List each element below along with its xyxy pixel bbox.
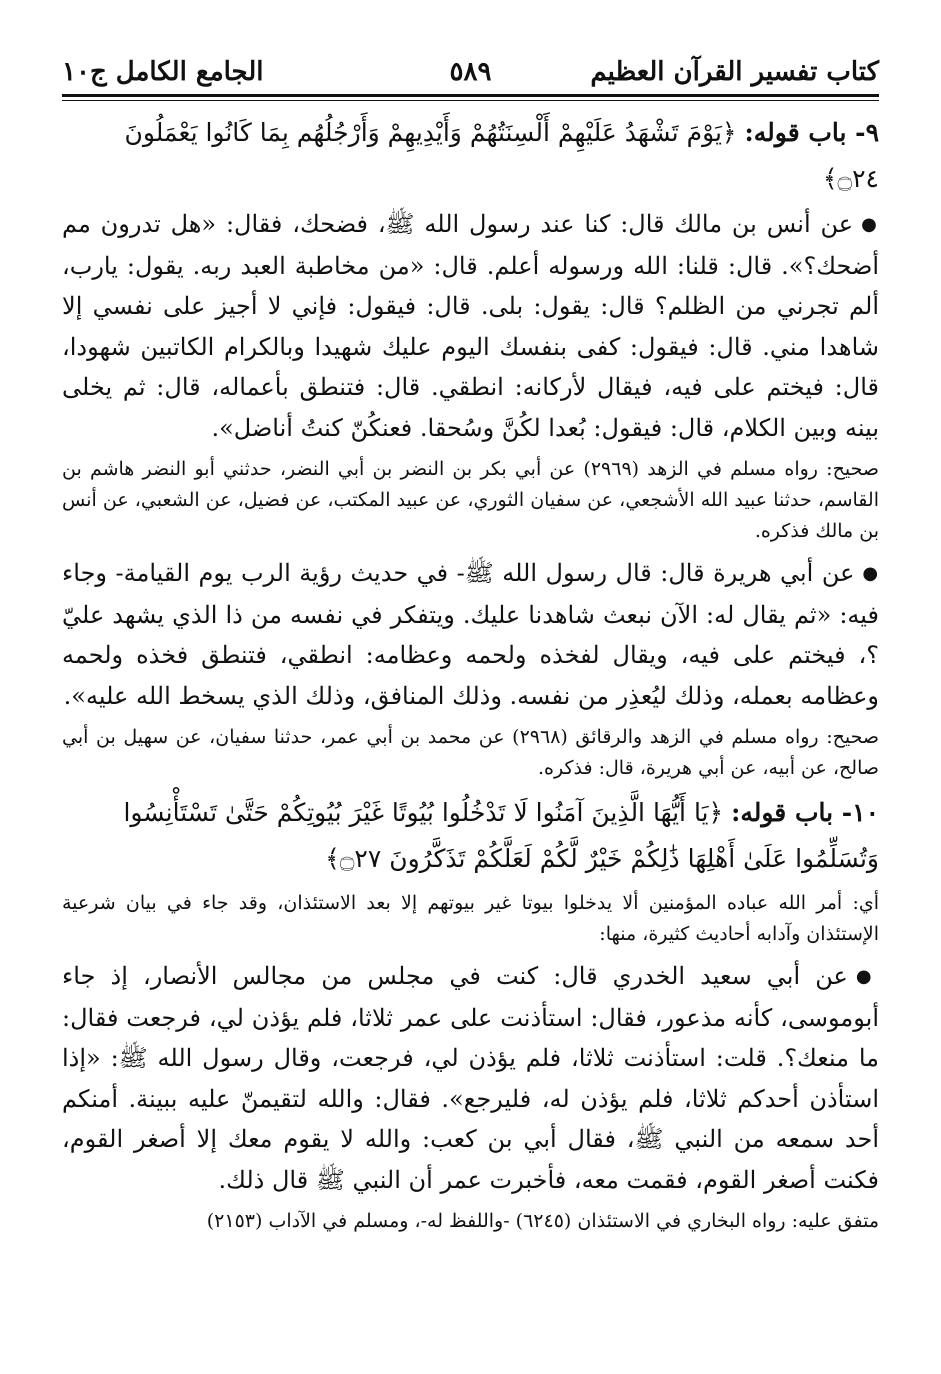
- hadith-text: [62, 956, 879, 1200]
- hadith-body: عن أبي هريرة قال: قال رسول الله ﷺ- في حديث رؤية الرب يوم القيامة- وجاء فيه: «ثم يقال له: الآن نبعث شاهدنا عليك. ويتفكر في نفسه من ذا الذي يشهد عليّ ؟، فيختم على فيه، ويقال لفخذه ولحمه وعظامه: انطقي، فتنطق فخذه ولحمه وعظامه بعمله، وذلك ليُعذِر من نفسه. وذلك المنافق، وذلك الذي يسخط الله عليه».: [62, 559, 880, 710]
- quran-verse: ﴿يَوْمَ تَشْهَدُ عَلَيْهِمْ أَلْسِنَتُهُمْ وَأَيْدِيهِمْ وَأَرْجُلُهُم بِمَا كَانُوا يَعْمَلُونَ ۝٢٤﴾: [124, 118, 879, 193]
- commentary-note: أي: أمر الله عباده المؤمنين ألا يدخلوا بيوتا غير بيوتهم إلا بعد الاستئذان، وقد جاء في بيان شرعية الإستئذان وآدابه أحاديث كثيرة، منها:: [62, 892, 879, 945]
- hadith-source: متفق عليه: رواه البخاري في الاستئذان (٦٢٤٥) -واللفظ له-، ومسلم في الآداب (٢١٥٣): [206, 1210, 879, 1232]
- page-header: [62, 52, 879, 92]
- bullet-icon: ●: [861, 214, 879, 235]
- chapter-title: ٩- باب قوله:: [744, 118, 879, 147]
- chapter-heading-10: [62, 790, 879, 882]
- header-rule: [62, 94, 879, 97]
- hadith-text: [62, 553, 879, 716]
- hadith-text: [62, 204, 879, 448]
- bullet-icon: ●: [862, 563, 879, 584]
- chapter-title: ١٠- باب قوله:: [731, 798, 879, 827]
- volume-title: الجامع الكامل ج١٠: [62, 57, 264, 87]
- header-rule-thin: [62, 100, 879, 101]
- book-title: كتاب تفسير القرآن العظيم: [590, 57, 879, 87]
- hadith-source: صحيح: رواه مسلم في الزهد (٢٩٦٩) عن أبي بكر بن النضر بن أبي النضر، حدثني أبو النضر هاشم بن القاسم، حدثنا عبيد الله الأشجعي، عن سفيان الثوري، عن عبيد المكتب، عن فضيل، عن الشعبي، عن أنس بن مالك فذكره.: [62, 458, 879, 542]
- hadith-body: عن أنس بن مالك قال: كنا عند رسول الله ﷺ، فضحك، فقال: «هل تدرون مم أضحك؟». قال: قلنا: الله ورسوله أعلم. قال: «من مخاطبة العبد ربه. يقول: يارب، ألم تجرني من الظلم؟ قال: يقول: بلى. قال: فيقول: فإني لا أجيز على نفسي إلا شاهدا مني. قال: فيقول: كفى بنفسك اليوم عليك شهيدا وبالكرام الكاتبين شهودا، قال: فيختم على فيه، فيقال لأركانه: انطقي. قال: فتنطق بأعماله، قال: ثم يخلى بينه وبين الكلام، قال: فيقول: بُعدا لكُنَّ وسُحقا. فعنكُنّ كنتُ أناضل».: [62, 210, 880, 442]
- page-number: ٥٨٩: [449, 57, 492, 87]
- hadith-body: عن أبي سعيد الخدري قال: كنت في مجلس من مجالس الأنصار، إذ جاء أبوموسى، كأنه مذعور، فقال: استأذنت على عمر ثلاثا، فلم يؤذن لي، فرجعت فقال: ما منعك؟. قلت: استأذنت ثلاثا، فلم يؤذن لي، فرجعت، وقال رسول الله ﷺ: «إذا استأذن أحدكم ثلاثا، فلم يؤذن له، فليرجع». فقال: والله لتقيمنّ عليه ببينة. أمنكم أحد سمعه من النبي ﷺ، فقال أبي بن كعب: والله لا يقوم معك إلا أصغر القوم، فكنت أصغر القوم، فقمت معه، فأخبرت عمر أن النبي ﷺ قال ذلك.: [62, 962, 879, 1194]
- page-content: [62, 110, 879, 1243]
- hadith-source: صحيح: رواه مسلم في الزهد والرقائق (٢٩٦٨) عن محمد بن أبي عمر، حدثنا سفيان، عن سهيل بن أبي صالح، عن أبيه، عن أبي هريرة، قال: فذكره.: [62, 726, 879, 779]
- bullet-icon: ●: [855, 966, 879, 987]
- quran-verse: ﴿يَا أَيُّهَا الَّذِينَ آمَنُوا لَا تَدْخُلُوا بُيُوتًا غَيْرَ بُيُوتِكُمْ حَتَّىٰ تَسْتَأْنِسُوا وَتُسَلِّمُوا عَلَىٰ أَهْلِهَا ذَٰلِكُمْ خَيْرٌ لَّكُمْ لَعَلَّكُمْ تَذَكَّرُونَ ۝٢٧﴾: [123, 798, 879, 873]
- chapter-heading-9: [62, 110, 879, 202]
